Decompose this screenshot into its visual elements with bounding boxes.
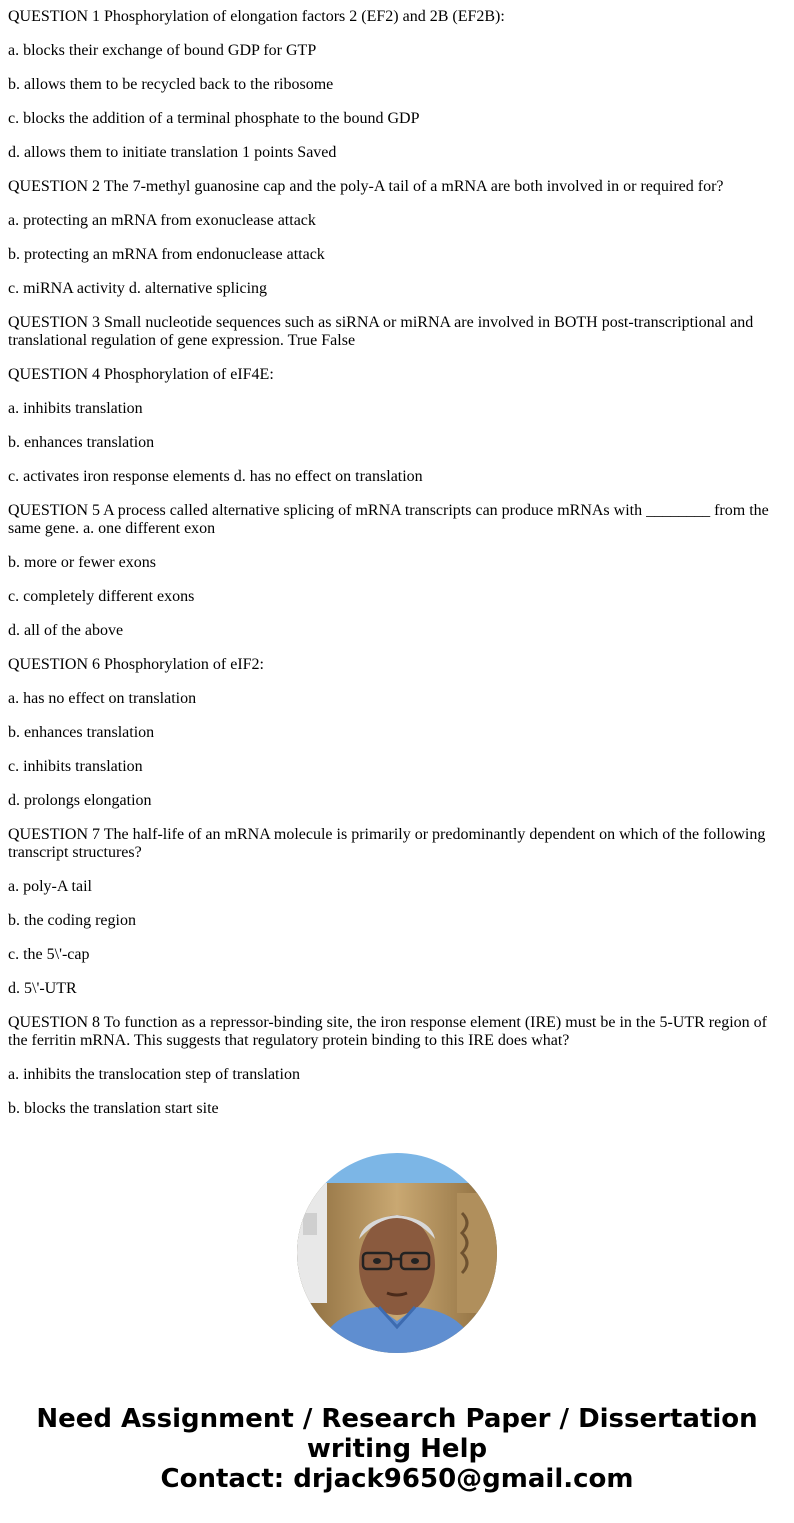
answer-option: a. poly-A tail <box>8 878 92 895</box>
answer-option: b. allows them to be recycled back to the ribosome <box>8 76 334 93</box>
question-text: QUESTION 8 To function as a repressor-binding site, the iron response element (IRE) must be in the 5-UTR region of the ferritin mRNA. This suggests that regulatory protein binding to this IRE does what? <box>8 1014 767 1049</box>
answer-option: a. has no effect on translation <box>8 690 197 707</box>
answer-option: a. inhibits the translocation step of translation <box>8 1066 300 1083</box>
answer-option: b. enhances translation <box>8 724 155 741</box>
answer-option: c. activates iron response elements d. has no effect on translation <box>8 468 423 485</box>
answer-option: b. the coding region <box>8 912 136 929</box>
answer-option: d. allows them to initiate translation 1 points Saved <box>8 144 337 161</box>
answer-option: c. miRNA activity d. alternative splicing <box>8 280 268 297</box>
answer-option: d. prolongs elongation <box>8 792 152 809</box>
question-text: QUESTION 7 The half-life of an mRNA molecule is primarily or predominantly dependent on which of the following transcript structures? <box>8 826 766 861</box>
promo-line-3: Contact: drjack9650@gmail.com <box>160 1464 634 1494</box>
question-text: QUESTION 1 Phosphorylation of elongation factors 2 (EF2) and 2B (EF2B): <box>8 8 505 25</box>
author-avatar <box>297 1153 497 1353</box>
question-text: QUESTION 3 Small nucleotide sequences such as siRNA or miRNA are involved in BOTH post-transcriptional and translational regulation of gene expression. True False <box>8 314 754 349</box>
answer-option: c. inhibits translation <box>8 758 143 775</box>
contact-banner <box>0 1404 794 1494</box>
promo-line-2: writing Help <box>306 1434 488 1464</box>
answer-option: b. blocks the translation start site <box>8 1100 219 1117</box>
answer-option: b. more or fewer exons <box>8 554 156 571</box>
question-text: QUESTION 4 Phosphorylation of eIF4E: <box>8 366 274 383</box>
answer-option: c. completely different exons <box>8 588 195 605</box>
question-text: QUESTION 5 A process called alternative splicing of mRNA transcripts can produce mRNAs with ________ from the same gene. a. one different exon <box>8 502 769 537</box>
question-text: QUESTION 2 The 7-methyl guanosine cap and the poly-A tail of a mRNA are both involved in or required for? <box>8 178 724 195</box>
answer-option: b. enhances translation <box>8 434 155 451</box>
promo-line-1: Need Assignment / Research Paper / Dissertation <box>36 1404 758 1434</box>
answer-option: c. the 5\'-cap <box>8 946 90 963</box>
avatar-portrait-image <box>297 1153 497 1353</box>
answer-option: a. protecting an mRNA from exonuclease attack <box>8 212 316 229</box>
answer-option: d. all of the above <box>8 622 124 639</box>
question-text: QUESTION 6 Phosphorylation of eIF2: <box>8 656 264 673</box>
answer-option: a. blocks their exchange of bound GDP for GTP <box>8 42 317 59</box>
answer-option: c. blocks the addition of a terminal phosphate to the bound GDP <box>8 110 420 127</box>
answer-option: b. protecting an mRNA from endonuclease attack <box>8 246 325 263</box>
answer-option: a. inhibits translation <box>8 400 143 417</box>
answer-option: d. 5\'-UTR <box>8 980 77 997</box>
